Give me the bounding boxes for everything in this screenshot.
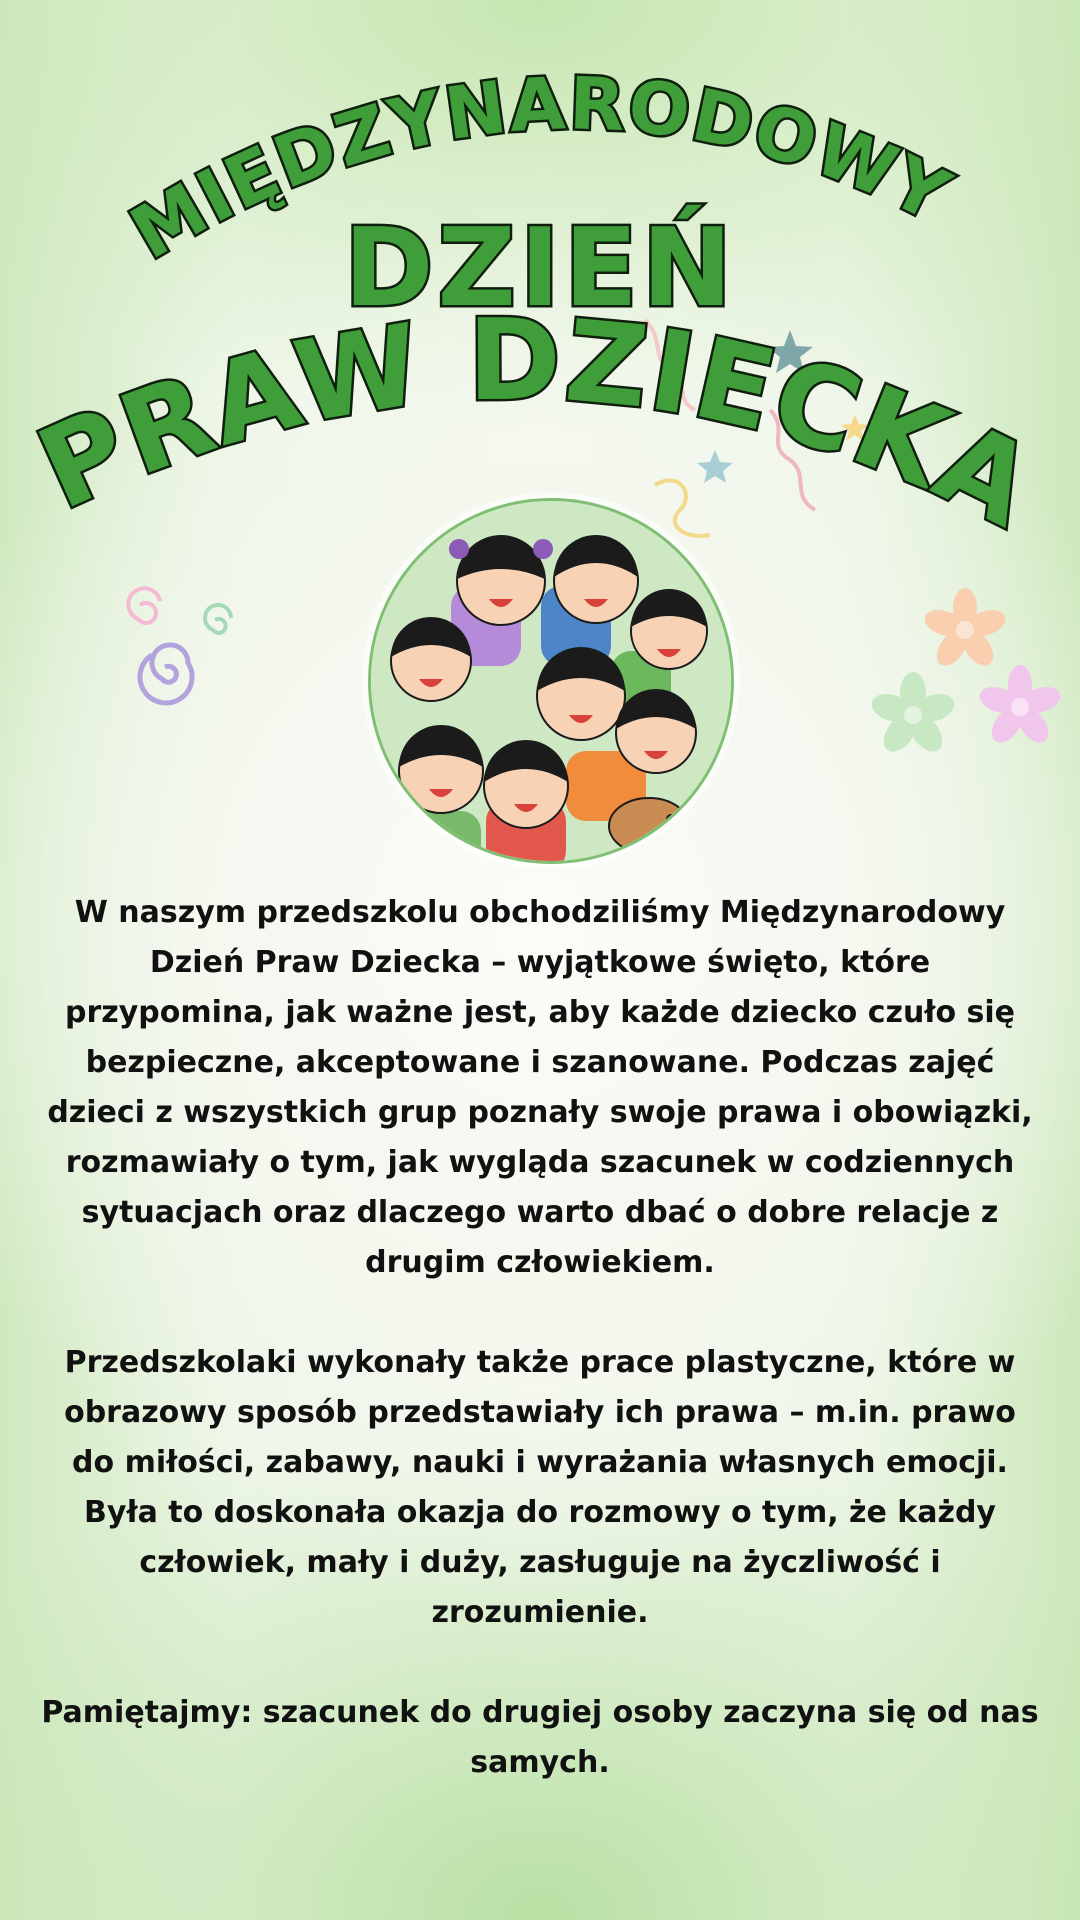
title <box>0 0 1080 560</box>
title-line1: MIĘDZYNARODOWY <box>116 61 964 276</box>
swirl-decoration <box>110 585 250 715</box>
flower-icon <box>921 588 1008 671</box>
flower-icon <box>976 665 1063 748</box>
paragraph-3: Pamiętajmy: szacunek do drugiej osoby zaczyna się od nas samych. <box>41 1695 1039 1780</box>
flower-decoration <box>860 585 1070 765</box>
flower-icon <box>868 672 958 758</box>
swirl-icon <box>140 645 192 703</box>
title-line2: DZIEŃ <box>343 206 737 331</box>
children-illustration <box>368 498 734 864</box>
swirl-icon <box>128 588 160 623</box>
title-line3: PRAW DZIECKA <box>20 295 1054 554</box>
swirl-icon <box>205 605 231 633</box>
article-text <box>40 888 1040 1788</box>
paragraph-1: W naszym przedszkolu obchodziliśmy Międzynarodowy Dzień Praw Dziecka – wyjątkowe święto, które przypomina, jak ważne jest, aby każde dziecko czuło się bezpieczne, akceptowane i szanowane. Podczas zajęć dzieci z wszystkich grup poznały swoje prawa i obowiązki, rozmawiały o tym, jak wygląda szacunek w codziennych sytuacjach oraz dlaczego warto dbać o dobre relacje z drugim człowiekiem. <box>47 895 1033 1280</box>
paragraph-2: Przedszkolaki wykonały także prace plastyczne, które w obrazowy sposób przedstawiały ich prawa – m.in. prawo do miłości, zabawy, nauki i wyrażania własnych emocji. Była to doskonała okazja do rozmowy o tym, że każdy człowiek, mały i duży, zasługuje na życzliwość i zrozumienie. <box>64 1345 1016 1630</box>
children-group-illustration <box>371 501 731 861</box>
